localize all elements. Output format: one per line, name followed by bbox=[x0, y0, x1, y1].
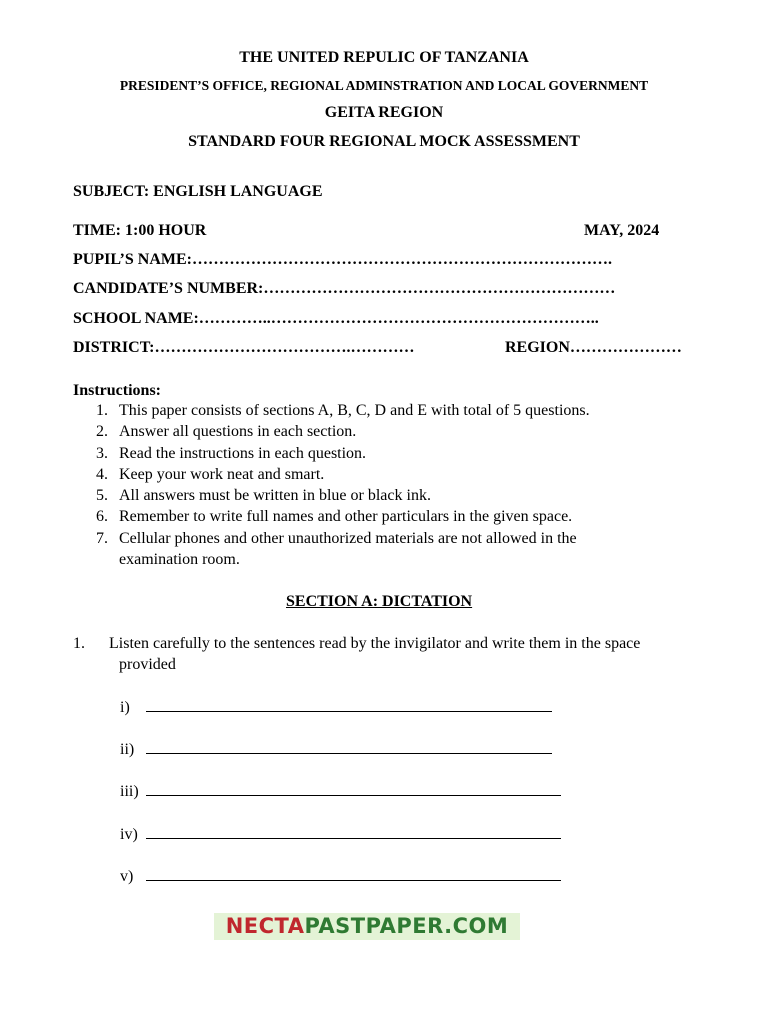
watermark-logo bbox=[214, 913, 520, 940]
question-text-line1: Listen carefully to the sentences read by the invigilator and write them in the space bbox=[109, 635, 641, 652]
district-field[interactable]: DISTRICT:……………………………….………… bbox=[73, 339, 415, 356]
answer-line-label: ii) bbox=[120, 741, 135, 758]
list-item bbox=[96, 443, 696, 464]
header-assessment-title: STANDARD FOUR REGIONAL MOCK ASSESSMENT bbox=[188, 133, 580, 150]
list-item-text: This paper consists of sections A, B, C, D and E with total of 5 questions. bbox=[119, 402, 590, 419]
list-item-text: All answers must be written in blue or black ink. bbox=[119, 487, 431, 505]
list-item-number: 4. bbox=[96, 465, 108, 483]
answer-line[interactable] bbox=[120, 741, 552, 759]
list-item-number: 1. bbox=[96, 402, 108, 419]
header-country: THE UNITED REPULIC OF TANZANIA bbox=[239, 49, 529, 66]
instructions-list bbox=[96, 400, 696, 570]
pupil-name-field[interactable]: PUPIL’S NAME:……………………………………………………………………. bbox=[73, 251, 612, 268]
list-item-number: 7. bbox=[96, 529, 108, 547]
instructions-title: Instructions: bbox=[73, 382, 162, 399]
answer-line-label: iii) bbox=[120, 783, 139, 800]
list-item-text: Cellular phones and other unauthorized materials are not allowed in the examination room. bbox=[119, 529, 577, 569]
list-item bbox=[96, 464, 696, 485]
section-a-title: SECTION A: DICTATION bbox=[286, 593, 473, 610]
list-item bbox=[96, 400, 696, 421]
school-name-field[interactable]: SCHOOL NAME:…………..…………………………………………………….. bbox=[73, 310, 599, 327]
watermark-part2: PASTPAPER.COM bbox=[304, 914, 509, 938]
list-item-text: Answer all questions in each section. bbox=[119, 423, 357, 441]
answer-line[interactable] bbox=[120, 699, 552, 717]
list-item-number: 2. bbox=[96, 423, 108, 441]
candidate-number-field[interactable]: CANDIDATE’S NUMBER:………………………………………………………… bbox=[73, 280, 616, 297]
region-field[interactable]: REGION………………… bbox=[505, 339, 682, 356]
watermark-part1: NECTA bbox=[225, 914, 305, 938]
list-item-text: Keep your work neat and smart. bbox=[119, 465, 325, 483]
list-item-text: Read the instructions in each question. bbox=[119, 444, 367, 462]
list-item-text: Remember to write full names and other particulars in the given space. bbox=[119, 508, 573, 526]
answer-blank[interactable] bbox=[146, 826, 561, 839]
list-item bbox=[96, 485, 696, 506]
answer-blank[interactable] bbox=[146, 783, 561, 796]
answer-blank[interactable] bbox=[146, 741, 552, 754]
list-item-number: 6. bbox=[96, 508, 108, 526]
list-item bbox=[96, 421, 696, 442]
question-number: 1. bbox=[73, 635, 85, 652]
answer-line-label: i) bbox=[120, 699, 130, 716]
subject-line: SUBJECT: ENGLISH LANGUAGE bbox=[73, 183, 323, 200]
answer-line[interactable] bbox=[120, 826, 561, 844]
answer-blank[interactable] bbox=[146, 699, 552, 712]
answer-line-label: iv) bbox=[120, 826, 138, 843]
date-line: MAY, 2024 bbox=[584, 222, 660, 239]
question-text-line2: provided bbox=[119, 656, 176, 673]
header-region: GEITA REGION bbox=[324, 104, 444, 121]
time-line: TIME: 1:00 HOUR bbox=[73, 222, 207, 239]
list-item bbox=[96, 528, 696, 571]
header-office: PRESIDENT’S OFFICE, REGIONAL ADMINSTRATION AND LOCAL GOVERNMENT bbox=[119, 78, 649, 93]
answer-line[interactable] bbox=[120, 868, 561, 886]
list-item-number: 5. bbox=[96, 487, 108, 505]
answer-line[interactable] bbox=[120, 783, 561, 801]
answer-blank[interactable] bbox=[146, 868, 561, 881]
answer-line-label: v) bbox=[120, 868, 134, 885]
list-item bbox=[96, 506, 696, 527]
list-item-number: 3. bbox=[96, 444, 108, 462]
